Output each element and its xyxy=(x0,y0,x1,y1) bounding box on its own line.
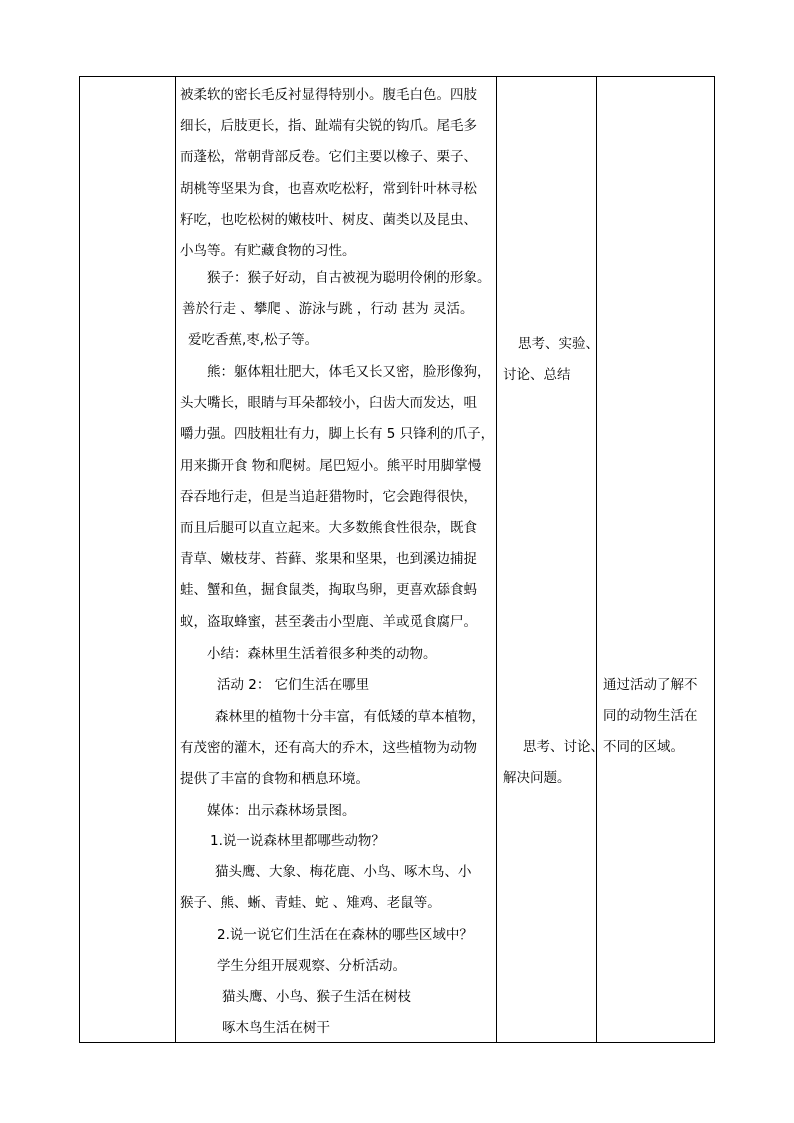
text-line: 讨论、总结 xyxy=(503,367,571,383)
forest-plants-paragraph xyxy=(180,702,494,796)
text-line: 爱吃香蕉,枣,松子等。 xyxy=(188,332,319,349)
text-line: 思考、讨论、 xyxy=(523,739,604,755)
text-line: 有茂密的灌木，还有高大的乔木，这些植物为动物 xyxy=(180,740,477,757)
animals-list xyxy=(180,857,494,919)
text-line: 熊：躯体粗壮肥大，体毛又长又密，脸形像狗， xyxy=(207,364,491,380)
activity-heading xyxy=(180,670,494,701)
text-line: 解决问题。 xyxy=(503,770,571,786)
text-line: 而蓬松，常朝背部反卷。它们主要以橡子、栗子、 xyxy=(180,149,477,166)
text-line: 森林里的植物十分丰富，有低矮的草本植物， xyxy=(215,709,485,725)
text-line: 细长，后肢更长，指、趾端有尖锐的钩爪。尾毛多 xyxy=(180,118,477,135)
student-activity-note-1 xyxy=(503,329,599,391)
text-line: 猴子、熊、蜥、青蛙、蛇 、雉鸡、老鼠等。 xyxy=(180,895,441,912)
text-line: 胡桃等坚果为食，也喜欢吃松籽，常到针叶林寻松 xyxy=(180,180,477,197)
text-line: 媒体：出示森林场景图。 xyxy=(207,803,356,819)
summary-paragraph xyxy=(180,639,494,670)
text-line: 吞吞地行走，但是当追赶猎物时，它会跑得很快， xyxy=(180,488,477,505)
text-line: 1.说一说森林里都哪些动物？ xyxy=(210,833,385,849)
text-line: 小结：森林里生活着很多种类的动物。 xyxy=(207,646,437,662)
question-1 xyxy=(180,826,494,857)
table-right-border xyxy=(714,76,715,1043)
text-line: 同的动物生活在 xyxy=(603,708,698,724)
question-2 xyxy=(180,920,494,951)
text-line: 学生分组开展观察、分析活动。 xyxy=(217,958,406,974)
monkey-paragraph xyxy=(180,263,494,357)
column-divider-2 xyxy=(496,76,497,1043)
text-line: 通过活动了解不 xyxy=(603,677,698,693)
text-line: 猴子：猴子好动，自古被视为聪明伶俐的形象。 xyxy=(207,270,491,286)
text-line: 不同的区域。 xyxy=(603,739,684,755)
text-line: 籽吃，也吃松树的嫩枝叶、树皮、菌类以及昆虫、 xyxy=(180,211,477,228)
column-divider-1 xyxy=(175,76,176,1043)
squirrel-paragraph xyxy=(180,80,494,267)
text-line: 猫头鹰、大象、梅花鹿、小鸟、啄木鸟、小 xyxy=(215,864,472,880)
text-line: 猫头鹰、小鸟、猴子生活在树枝 xyxy=(222,989,411,1005)
design-intent-note xyxy=(603,670,713,763)
text-line: 蚁，盗取蜂蜜，甚至袭击小型鹿、羊或觅食腐尸。 xyxy=(180,613,477,630)
text-line: 啄木鸟生活在树干 xyxy=(222,1020,330,1036)
text-line: 小鸟等。有贮藏食物的习性。 xyxy=(180,243,356,260)
text-line: 青草、嫩枝芽、苔藓、浆果和坚果，也到溪边捕捉 xyxy=(180,551,477,568)
group-activity xyxy=(180,951,494,982)
trunk-habitat xyxy=(180,1013,494,1044)
bear-paragraph xyxy=(180,357,494,638)
media-paragraph xyxy=(180,796,494,827)
text-line: 用来撕开食 物和爬树。尾巴短小。熊平时用脚掌慢 xyxy=(180,457,482,474)
column-divider-3 xyxy=(596,76,597,1043)
table-cell-column1 xyxy=(80,77,174,1042)
text-line: 思考、实验、 xyxy=(518,336,599,352)
text-line: 头大嘴长，眼睛与耳朵都较小，臼齿大而发达，咀 xyxy=(180,395,477,412)
text-line: 提供了丰富的食物和栖息环境。 xyxy=(180,771,369,788)
text-line: 蛙、蟹和鱼，掘食鼠类，掏取鸟卵，更喜欢舔食蚂 xyxy=(180,582,477,599)
text-line: 善於行走 、攀爬 、游泳与跳 ，行动 甚为 灵活。 xyxy=(182,301,474,318)
text-line: 嚼力强。四肢粗壮有力，脚上长有 5 只锋利的爪子， xyxy=(180,426,495,443)
text-line: 活动 2： 它们生活在哪里 xyxy=(217,677,370,693)
student-activity-note-2 xyxy=(503,732,604,794)
text-line: 被柔软的密长毛反衬显得特别小。腹毛白色。四肢 xyxy=(180,87,477,103)
text-line: 2.说一说它们生活在在森林的哪些区域中？ xyxy=(217,927,473,943)
branch-habitat xyxy=(180,982,494,1013)
text-line: 而且后腿可以直立起来。大多数熊食性很杂，既食 xyxy=(180,520,477,537)
